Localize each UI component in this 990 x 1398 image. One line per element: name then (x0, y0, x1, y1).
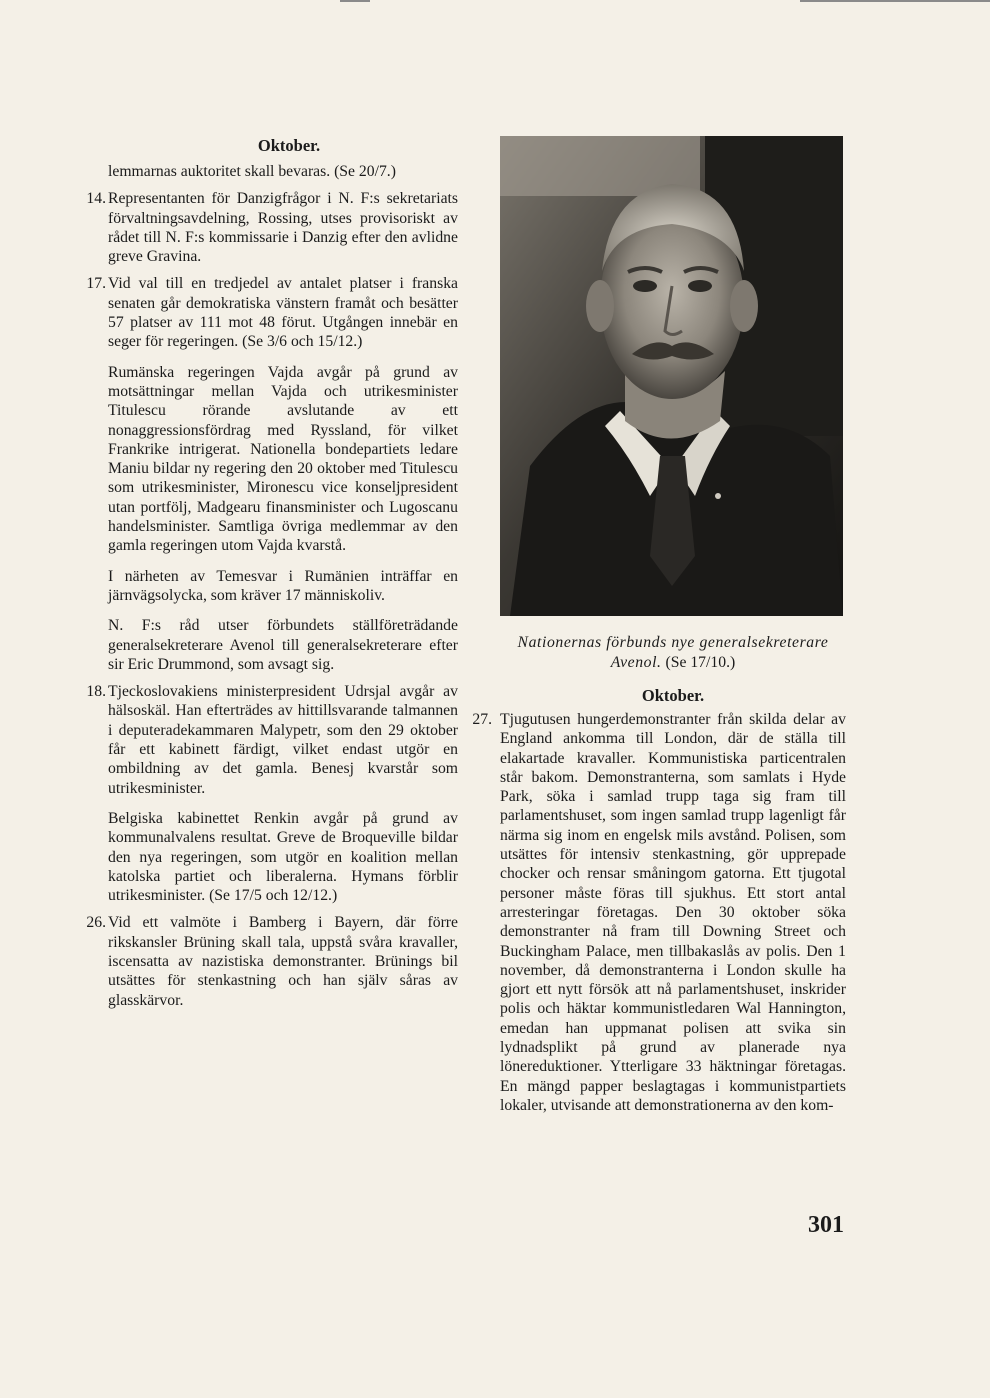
entry-paragraph: I närheten av Temesvar i Rumänien inträffar en järnvägsolycka, som kräver 17 människoliv. (108, 567, 458, 604)
entry-14 (86, 189, 458, 266)
top-rule (340, 0, 370, 2)
left-column (86, 136, 458, 1010)
entry-date: 18. (86, 683, 106, 701)
entry-17 (86, 274, 458, 674)
entry-paragraph: Vid val till en tredjedel av antalet platser i franska senaten går demokratiska vänstern framåt och besätter 57 platser av 111 mot 48 förut. Utgången innebär en seger för regeringen. (Se 3/6 och 15/12.) (108, 275, 458, 351)
right-column (472, 136, 846, 1115)
portrait-photo (500, 136, 843, 616)
entry-date: 27. (472, 711, 492, 728)
right-heading: Oktober. (641, 686, 705, 705)
photo-caption (500, 633, 846, 672)
photo-caption-ref: (Se 17/10.) (665, 653, 736, 671)
entry-date: 14. (86, 190, 106, 208)
entry-paragraph: N. F:s råd utser förbundets ställföreträdande generalsekreterare Avenol till generalsekreterare efter sir Eric Drummond, som avsagt sig. (108, 617, 458, 673)
top-rule (800, 0, 990, 2)
entry-paragraph: Tjeckoslovakiens ministerpresident Udrsjal avgår av hälsoskäl. Han efterträdes av hittillsvarande talmannen i deputeradekammaren Malypetr, som den 29 oktober får ett kabinett färdigt, vilket endast utgör en ombildning av det gamla. Benesj kvarstår som utrikesminister. (108, 683, 458, 797)
photo-caption-italic: Nationernas förbunds nye generalsekreterare Avenol. (517, 634, 829, 671)
entry-27 (472, 710, 846, 1115)
entry-paragraph: Representanten för Danzigfrågor i N. F:s sekretariats förvaltningsavdelning, Rossing, utses provisoriskt av rådet till N. F:s kommissarie i Danzig efter den avlidne greve Gravina. (108, 190, 458, 266)
entry-18 (86, 682, 458, 905)
entry-26 (86, 913, 458, 1009)
entry-paragraph: Rumänska regeringen Vajda avgår på grund av motsättningar mellan Vajda och utrikesminister Titulescu rörande avslutande av ett nonaggressionsfördrag med Ryssland, för vilket Frankrike intrigerat. Nationella bondepartiets ledare Maniu bildar ny regering den 20 oktober med Titulescu som utrikesminister, Mironescu vice konseljpresident utan portfölj, Madgearu finansminister och Lugoscanu handelsminister. Samtliga övriga medlemmar av den gamla regeringen utom Vajda kvarstå. (108, 363, 458, 555)
entry-paragraph: Belgiska kabinettet Renkin avgår på grund av kommunalvalens resultat. Greve de Broqueville bildar den nya regeringen, som utgör en koalition mellan katolska partiet och liberalerna. Hymans förblir utrikesminister. (Se 17/5 och 12/12.) (108, 809, 458, 905)
portrait-image (500, 136, 843, 616)
page-number: 301 (808, 1212, 844, 1238)
left-heading: Oktober. (257, 136, 321, 155)
entry-paragraph: Vid ett valmöte i Bamberg i Bayern, där förre rikskansler Brüning skall tala, uppstå svåra kravaller, iscensatta av nazistiska demonstranter. Brünings bil utsättes för stenkastning och han själv såras av glasskärvor. (108, 914, 458, 1009)
entry-date: 26. (86, 914, 106, 932)
entry-date: 17. (86, 275, 106, 293)
entry-paragraph: Tjugutusen hungerdemonstranter från skilda delar av England ankomma till London, där de ställa till elakartade kravaller. Kommunistiska particentralen står bakom. Demonstranterna, som samlats i Hyde Park, söka i samlad trupp taga sig fram till parlamentshuset, som ingen samlad trupp lagenligt får närma sig inom en engelsk mils avstånd. Polisen, som utsättes för intensiv stenkastning, gör upprepade chocker och rensar småningom gatorna. Ett tjugotal personer måste föras till sjukhus. Ett stort antal arresteringar företagas. Den 30 oktober söka demonstranter nå fram till Downing Street och Buckingham Palace, men tillbakaslås av polis. Den 1 november, då demonstranterna i London skulle ha gjort ett nytt försök att nå parlamentshuset, inskrider polis och häktar kommunistledaren Wal Hannington, emedan han uppmanat polisen att svika sin lydnadsplikt på grund av planerade nya lönereduktioner. Ytterligare 33 häktningar företagas. En mängd papper beslagtagas i kommunistpartiets lokaler, utvisande att demonstrationerna av den kom- (500, 711, 846, 1114)
continuation-text: lemmarnas auktoritet skall bevaras. (Se 20/7.) (108, 163, 396, 180)
